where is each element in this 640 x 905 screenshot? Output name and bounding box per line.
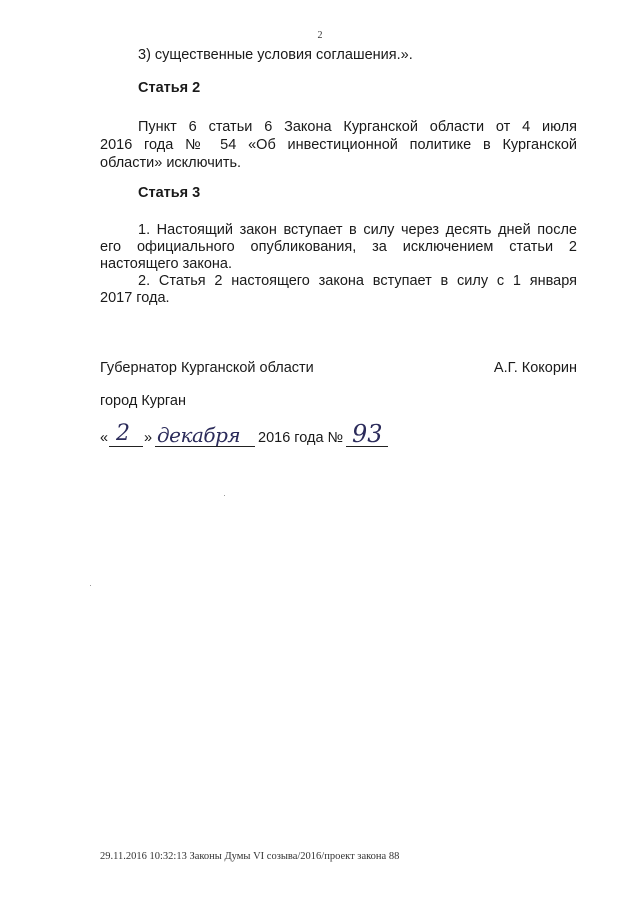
article-2-line-1: Пункт 6 статьи 6 Закона Курганской области от 4 июля: [138, 119, 577, 135]
article-3-heading: Статья 3: [138, 185, 201, 201]
article-2-line-2: 2016 года № 54 «Об инвестиционной политике в Курганской: [100, 137, 577, 153]
date-close-quote: »: [144, 430, 153, 446]
article-3-line-5: 2017 года.: [100, 290, 170, 306]
scan-speck: [224, 495, 225, 496]
date-year-number-label: 2016 года №: [258, 430, 344, 446]
article-3-line-1: 1. Настоящий закон вступает в силу через десять дней после: [138, 222, 577, 238]
article-3-line-2: его официального опубликования, за исключением статьи 2: [100, 239, 577, 255]
city: город Курган: [100, 393, 186, 409]
signature-row: [100, 360, 577, 376]
date-line: [100, 420, 400, 450]
continuation-line: 3) существенные условия соглашения.».: [138, 47, 413, 63]
scan-speck: [90, 585, 91, 586]
article-2-line-3: области» исключить.: [100, 155, 242, 171]
footer-file-path: 29.11.2016 10:32:13 Законы Думы VI созыва/2016/проект закона 88: [100, 851, 400, 862]
signature-name: А.Г. Кокорин: [493, 360, 577, 376]
article-3-line-3: настоящего закона.: [100, 256, 232, 272]
date-open-quote: «: [100, 430, 109, 446]
article-2-heading: Статья 2: [138, 80, 201, 96]
date-month-handwritten: декабря: [157, 423, 241, 447]
article-3-line-4: 2. Статья 2 настоящего закона вступает в силу с 1 января: [138, 273, 577, 289]
law-number-handwritten: 93: [352, 420, 383, 448]
date-day-handwritten: 2: [116, 421, 130, 446]
day-underline: [109, 446, 143, 447]
page-number: 2: [317, 30, 323, 41]
signature-title: Губернатор Курганской области: [100, 360, 314, 376]
